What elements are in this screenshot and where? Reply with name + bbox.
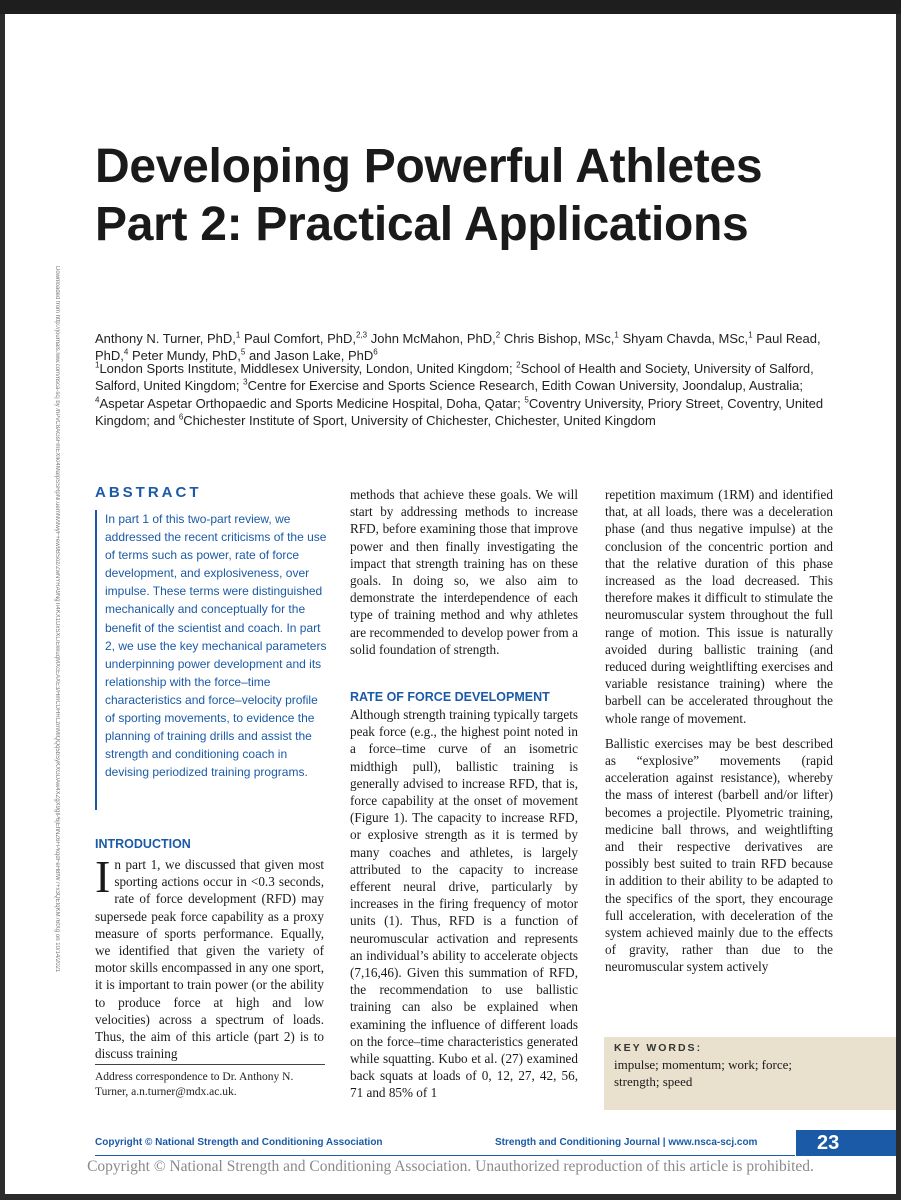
author: Paul Comfort, PhD,$^{2,3}$ bbox=[243, 330, 368, 346]
column-two-body bbox=[350, 706, 578, 1102]
author: Peter Mundy, PhD,$^5$ bbox=[131, 347, 246, 363]
reproduction-notice: Copyright © National Strength and Conditioning Association. Unauthorized reproduction of this article is prohibited. bbox=[87, 1158, 814, 1175]
affiliation: School of Health and Society, University of Salford, Salford, United Kingdom; bbox=[95, 361, 814, 394]
article-title: Developing Powerful Athletes Part 2: Practical Applications bbox=[95, 140, 763, 251]
author: and Jason Lake, PhD$^6$ bbox=[248, 347, 378, 363]
keywords-text: impulse; momentum; work; force; strength; speed bbox=[614, 1057, 792, 1089]
article-page bbox=[5, 14, 896, 1194]
footer-divider bbox=[95, 1155, 795, 1156]
column-three-paragraph: Ballistic exercises may be best described as “explosive” movements (rapid acceleration against resistance), whereby the mass of interest (barbell and/or lifter) becomes a projectile. Plyometric training, medicine ball throws, and weightlifting and their respective derivatives are possibly best suited to train RFD because in addition to their ability to be adapted to the specifics of the sport, they encourage full acceleration, with deceleration of the system achieved mainly due to the effects of gravity, rather than due to the neuromuscular system actively bbox=[605, 735, 833, 975]
drop-cap: I bbox=[95, 851, 111, 902]
abstract-text: In part 1 of this two-part review, we addressed the recent criticisms of the use of terms such as power, rate of force development, and explosiveness, over impulse. These terms were distinguished mechanically and conceptually for the benefit of the scientist and coach. In part 2, we use the key mechanical parameters underpinning power development and its relationship with the force–time characteristics and force–velocity profile of sporting movements, to evidence the planning of training drills and assist the strength and conditioning coach in devising periodized training programs. bbox=[95, 510, 331, 810]
author-list bbox=[95, 330, 845, 364]
author: Anthony N. Turner, PhD,$^1$ bbox=[95, 330, 241, 346]
introduction-heading: INTRODUCTION bbox=[95, 837, 191, 851]
download-watermark bbox=[49, 266, 60, 1066]
keywords-heading: KEY WORDS: bbox=[614, 1042, 703, 1054]
affiliation: London Sports Institute, Middlesex University, London, United Kingdom; bbox=[99, 361, 517, 376]
column-two bbox=[350, 486, 578, 658]
affiliation: Coventry University, Priory Street, Coventry, United Kingdom; and bbox=[95, 395, 824, 428]
download-watermark-text: Downloaded from http://journals.lww.com/nsca-scj by /hPvC8AGsFmEXlk/4MaIpSSRpNl.uemNv9wyF+ew9BSoz/ZwNYRA9NgTi4KX1DxSXL/EkkuqMXcEAXE3/HmCDHRLzmMIQQq5bSyKXGDAw4XZgX9gIP6jEhNZ6FPkqdFeH8fW7+x3QEtqKM76tXg on 10/14/2021 bbox=[54, 266, 60, 973]
author: Paul Read, PhD,$^4$ bbox=[95, 331, 821, 363]
viewer-top-bar bbox=[0, 0, 901, 14]
column-two-paragraph: methods that achieve these goals. We will start by addressing methods to increase RFD, before examining those that improve power and then finally investigating the impact that strength training has on these goals. In doing so, we also aim to demonstrate the interdependence of each type of training method and why athletes are recommended to develop power from a solid foundation of strength. bbox=[350, 487, 578, 657]
author: Chris Bishop, MSc,$^1$ bbox=[503, 330, 619, 346]
address-divider bbox=[95, 1064, 325, 1065]
affiliation: Centre for Exercise and Sports Science Research, Edith Cowan University, Joondalup, Australia; bbox=[247, 378, 804, 394]
affiliation: Chichester Institute of Sport, University of Chichester, Chichester, United Kingdom bbox=[183, 412, 656, 428]
introduction-text: n part 1, we discussed that given most sporting actions occur in <0.3 seconds, rate of force development (RFD) may supersede peak force capability as a proxy measure of sports performance. Equally, we identified that given the variety of motor skills encompassed in any one sport, it is important to train power (or the ability to produce force at high and low velocities) across a spectrum of loads. Thus, the aim of this article (part 2) is to discuss training bbox=[95, 857, 324, 1062]
affiliation-list: $^1$London Sports Institute, Middlesex University, London, United Kingdom; $^2$School of Health and Society, University of Salford, Salford, United Kingdom; $^3$Centre for Exercise and Sports Science Research, Edith Cowan University, Joondalup, Australia; $^4$Aspetar Aspetar Orthopaedic and Sports Medicine Hospital, Doha, Qatar; $^5$Coventry University, Priory Street, Coventry, United Kingdom; and $^6$Chichester Institute of Sport, University of Chichester, Chichester, United Kingdom bbox=[95, 360, 824, 428]
column-three-paragraph: repetition maximum (1RM) and identified that, at all loads, there was a deceleration phase (and thus negative impulse) at the conclusion of the concentric portion and that the relative duration of this phase increased as the load decreased. This therefore makes it difficult to stimulate the neuromuscular system throughout the full range of motion. This issue is naturally avoided during ballistic training (and reduced during weightlifting exercises and variable resistance training) where the barbell can be accelerated throughout the whole range of movement. bbox=[605, 487, 833, 726]
page-number: 23 bbox=[796, 1130, 896, 1156]
footer-journal: Strength and Conditioning Journal | www.nsca-scj.com bbox=[495, 1137, 758, 1148]
rfd-heading: RATE OF FORCE DEVELOPMENT bbox=[350, 690, 550, 704]
author: John McMahon, PhD,$^2$ bbox=[370, 330, 501, 346]
column-three bbox=[605, 486, 833, 976]
affiliation: Aspetar Aspetar Orthopaedic and Sports Medicine Hospital, Doha, Qatar; bbox=[99, 395, 525, 411]
abstract-heading: ABSTRACT bbox=[95, 484, 202, 501]
footer-copyright: Copyright © National Strength and Conditioning Association bbox=[95, 1137, 383, 1148]
author: Shyam Chavda, MSc,$^1$ bbox=[622, 330, 753, 346]
introduction-body bbox=[95, 851, 324, 1062]
column-two-paragraph: Although strength training typically targets peak force (e.g., the highest point noted in a force–time curve of an isometric midthigh pull), ballistic training is generally advised to increase RFD, that is, force capability at the onset of movement (Figure 1). The capacity to increase RFD, or explosive strength as it is termed by many coaches and athletes, is largely attributed to the capacity to increase efferent neural drive, particularly by increases in the firing frequency of motor units (1). Thus, RFD is a function of neuromuscular activation and represents an individual’s ability to accelerate objects (7,16,46). Given this summation of RFD, the recommendation to use ballistic training can also be explained when examining the influence of different loads on the force–time characteristics generated while squatting. Kubo et al. (27) examined back squats at loads of 0, 12, 27, 42, 56, 71 and 85% of 1 bbox=[350, 707, 578, 1101]
correspondence-address: Address correspondence to Dr. Anthony N. Turner, a.n.turner@mdx.ac.uk. bbox=[95, 1071, 294, 1098]
keywords-box bbox=[604, 1037, 896, 1110]
